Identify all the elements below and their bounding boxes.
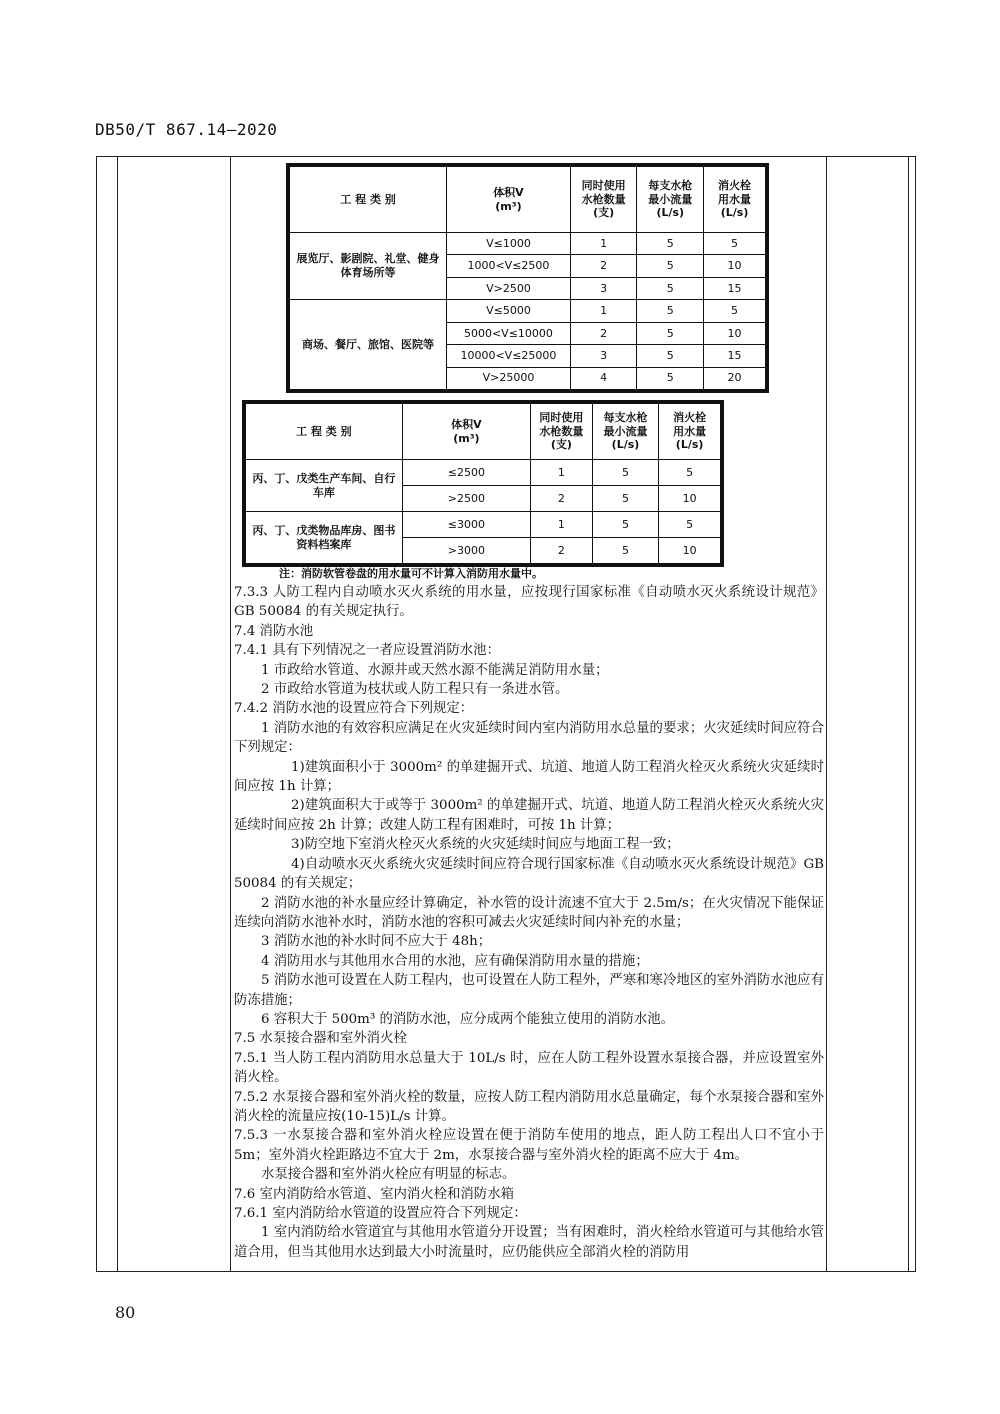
list-item: 1 市政给水管道、水源井或天然水源不能满足消防用水量；: [261, 662, 609, 678]
volume-cell: 5000<V≤10000: [447, 322, 571, 344]
section-heading: 7.5 水泵接合器和室外消火栓: [234, 1031, 407, 1047]
list-item: 1 消防水池的有效容积应满足在火灾延续时间内室内消防用水总量的要求；火灾延续时间应符合下列规定：: [234, 720, 824, 756]
column-divider: [230, 157, 231, 1271]
flow-cell: 5: [592, 460, 659, 486]
demand-cell: 10: [659, 538, 721, 564]
sub-item: 4)自动喷水灭火系统火灾延续时间应符合现行国家标准《自动喷水灭火系统设计规范》GB 50084 的有关规定；: [234, 856, 824, 892]
volume-cell: >2500: [402, 486, 530, 512]
nozzle-cell: 2: [570, 255, 637, 277]
clause-7-4-2: 7.4.2 消防水池的设置应符合下列规定：: [234, 701, 474, 717]
column-divider: [117, 157, 118, 1271]
column-divider: [826, 157, 827, 1271]
nozzle-cell: 1: [570, 233, 637, 255]
category-cell: 丙、丁、戊类生产车间、自行车库: [246, 460, 403, 512]
flow-cell: 5: [637, 345, 704, 367]
list-item: 6 容积大于 500m³ 的消防水池，应分成两个能独立使用的消防水池。: [261, 1011, 675, 1027]
category-cell: 商场、餐厅、旅馆、医院等: [290, 300, 447, 390]
section-heading: 7.6 室内消防给水管道、室内消火栓和消防水箱: [234, 1186, 514, 1202]
flow-cell: 5: [637, 367, 704, 389]
clause-7-4-1: 7.4.1 具有下列情况之一者应设置消防水池：: [234, 643, 500, 659]
table-row: [246, 460, 721, 486]
nozzle-cell: 4: [570, 367, 637, 389]
clause-7-5-3: 7.5.3 一水泵接合器和室外消火栓应设置在便于消防车使用的地点，距人防工程出人口不宜小于 5m；室外消火栓距路边不宜大于 2m，水泵接合器与室外消火栓的距离不应大于 4m。: [234, 1128, 824, 1163]
flow-cell: 5: [592, 538, 659, 564]
list-item: 1 室内消防给水管道宜与其他用水管道分开设置；当有困难时，消火栓给水管道可与其他给水管道合用，但当其他用水达到最大小时流量时，应仍能供应全部消火栓的消防用: [234, 1225, 824, 1260]
hydrant-water-table-1: [286, 163, 769, 393]
clause-7-3-3: 7.3.3 人防工程内自动喷水灭火系统的用水量，应按现行国家标准《自动喷水灭火系统设计规范》GB 50084 的有关规定执行。: [234, 585, 824, 620]
page-number: 80: [115, 1303, 136, 1322]
volume-cell: 1000<V≤2500: [447, 255, 571, 277]
flow-cell: 5: [637, 322, 704, 344]
demand-cell: 15: [704, 277, 766, 299]
column-divider: [908, 157, 909, 1271]
list-item: 5 消防水池可设置在人防工程内，也可设置在人防工程外，严寒和寒冷地区的室外消防水池应有防冻措施；: [234, 973, 824, 1008]
volume-cell: >3000: [402, 538, 530, 564]
sub-item: 2)建筑面积大于或等于 3000m² 的单建掘开式、坑道、地道人防工程消火栓灭火系统火灾延续时间应按 2h 计算；改建人防工程有困难时，可按 1h 计算；: [234, 798, 824, 833]
volume-cell: 10000<V≤25000: [447, 345, 571, 367]
nozzle-cell: 1: [531, 460, 593, 486]
section-heading: 7.4 消防水池: [234, 623, 314, 639]
volume-cell: ≤2500: [402, 460, 530, 486]
list-item: 4 消防用水与其他用水合用的水池，应有确保消防用水量的措施；: [261, 953, 649, 969]
demand-cell: 10: [659, 486, 721, 512]
clause-7-5-2: 7.5.2 水泵接合器和室外消火栓的数量，应按人防工程内消防用水总量确定，每个水泵接合器和室外消火栓的流量应按(10-15)L/s 计算。: [234, 1089, 824, 1124]
demand-cell: 10: [704, 255, 766, 277]
demand-cell: 10: [704, 322, 766, 344]
content-cell: [232, 157, 824, 1271]
nozzle-cell: 2: [570, 322, 637, 344]
clause-7-6-1: 7.6.1 室内消防给水管道的设置应符合下列规定：: [234, 1206, 527, 1221]
header-water-demand: 消火栓 用水量 (L/s): [659, 404, 721, 460]
nozzle-cell: 1: [570, 300, 637, 322]
nozzle-cell: 2: [531, 486, 593, 512]
form-frame: [96, 156, 916, 1272]
clause-continuation: 水泵接合器和室外消火栓应有明显的标志。: [261, 1167, 516, 1183]
volume-cell: V≤1000: [447, 233, 571, 255]
table-row: [290, 233, 766, 255]
list-item: 2 市政给水管道为枝状或人防工程只有一条进水管。: [261, 682, 569, 698]
hydrant-water-table-2: [242, 400, 724, 567]
volume-cell: V>25000: [447, 367, 571, 389]
nozzle-cell: 1: [531, 512, 593, 538]
header-min-flow: 每支水枪 最小流量 (L/s): [592, 404, 659, 460]
clause-text: [234, 583, 824, 1262]
demand-cell: 5: [659, 512, 721, 538]
table-note: 注：消防软管卷盘的用水量可不计算入消防用水量中。: [279, 567, 543, 580]
category-cell: 展览厅、影剧院、礼堂、健身体育场所等: [290, 233, 447, 300]
demand-cell: 5: [704, 233, 766, 255]
flow-cell: 5: [637, 300, 704, 322]
list-item: 2 消防水池的补水量应经计算确定，补水管的设计流速不宜大于 2.5m/s；在火灾情况下能保证连续向消防水池补水时，消防水池的容积可减去火灾延续时间内补充的水量；: [234, 895, 824, 930]
nozzle-cell: 2: [531, 538, 593, 564]
header-nozzles: 同时使用 水枪数量 (支): [570, 167, 637, 233]
demand-cell: 20: [704, 367, 766, 389]
flow-cell: 5: [592, 512, 659, 538]
header-water-demand: 消火栓 用水量 (L/s): [704, 167, 766, 233]
header-volume: 体积V (m³): [402, 404, 530, 460]
header-category: 工 程 类 别: [290, 167, 447, 233]
volume-cell: ≤3000: [402, 512, 530, 538]
flow-cell: 5: [637, 233, 704, 255]
nozzle-cell: 3: [570, 277, 637, 299]
sub-item: 3)防空地下室消火栓灭火系统的火灾延续时间应与地面工程一致；: [291, 837, 680, 853]
flow-cell: 5: [637, 277, 704, 299]
header-volume: 体积V (m³): [447, 167, 571, 233]
table-row: [290, 300, 766, 322]
header-nozzles: 同时使用 水枪数量 (支): [531, 404, 593, 460]
volume-cell: V>2500: [447, 277, 571, 299]
header-min-flow: 每支水枪 最小流量 (L/s): [637, 167, 704, 233]
clause-7-5-1: 7.5.1 当人防工程内消防用水总量大于 10L/s 时，应在人防工程外设置水泵接合器，并应设置室外消火栓。: [234, 1050, 824, 1086]
document-id: DB50/T 867.14—2020: [95, 120, 278, 139]
flow-cell: 5: [592, 486, 659, 512]
header-category: 工 程 类 别: [246, 404, 403, 460]
nozzle-cell: 3: [570, 345, 637, 367]
table-row: [246, 512, 721, 538]
volume-cell: V≤5000: [447, 300, 571, 322]
demand-cell: 5: [704, 300, 766, 322]
sub-item: 1)建筑面积小于 3000m² 的单建掘开式、坑道、地道人防工程消火栓灭火系统火灾延续时间应按 1h 计算；: [234, 759, 824, 795]
demand-cell: 5: [659, 460, 721, 486]
flow-cell: 5: [637, 255, 704, 277]
category-cell: 丙、丁、戊类物品库房、图书资料档案库: [246, 512, 403, 564]
list-item: 3 消防水池的补水时间不应大于 48h；: [261, 934, 492, 950]
demand-cell: 15: [704, 345, 766, 367]
